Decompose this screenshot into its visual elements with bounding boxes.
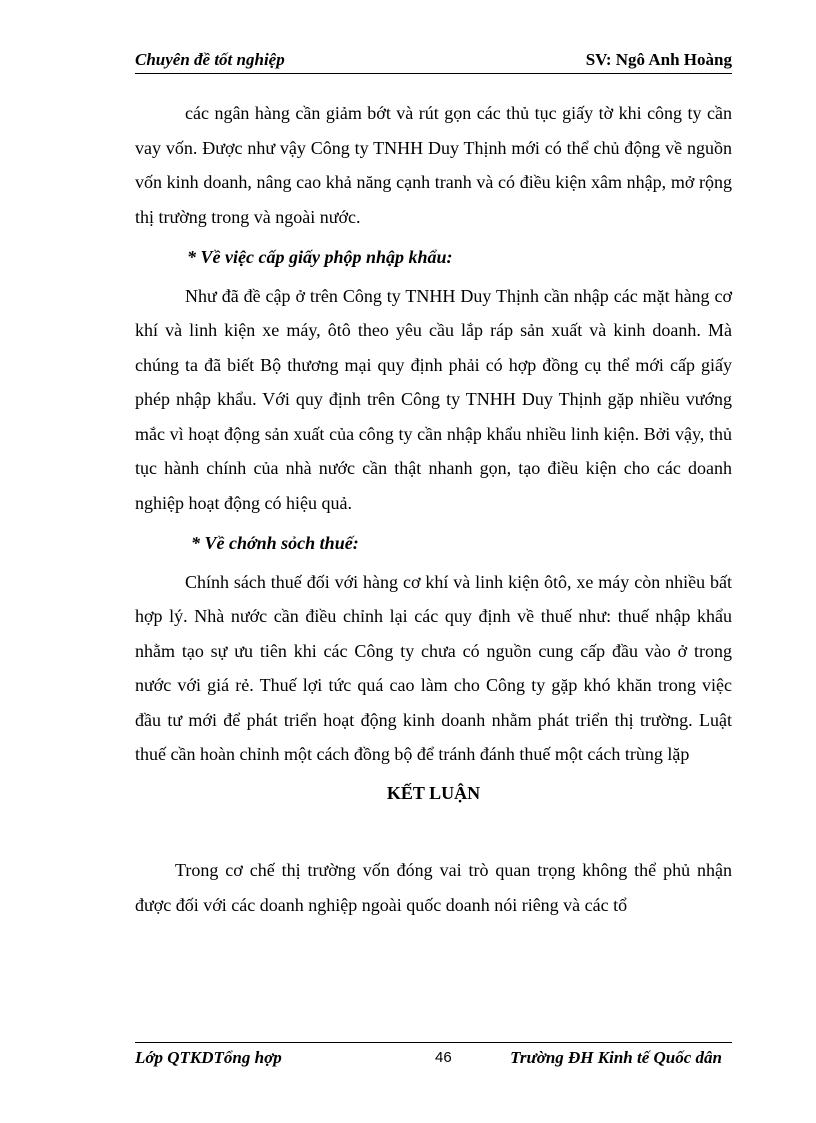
page-footer (135, 1042, 732, 1073)
paragraph: các ngân hàng cần giảm bớt và rút gọn các thủ tục giấy tờ khi công ty cần vay vốn. Được như vậy Công ty TNHH Duy Thịnh mới có thể chủ động về nguồn vốn kinh doanh, nâng cao khả năng cạnh tranh và có điều kiện xâm nhập, mở rộng thị trường trong và ngoài nước. (135, 103, 732, 227)
page-body (135, 96, 732, 922)
subheading-import-license: * Về việc cấp giấy phộp nhập khẩu: (187, 247, 453, 267)
page-header (135, 49, 732, 74)
paragraph: Như đã đề cập ở trên Công ty TNHH Duy Thịnh cần nhập các mặt hàng cơ khí và linh kiện xe máy, ôtô theo yêu cầu lắp ráp sản xuất và kinh doanh. Mà chúng ta đã biết Bộ thương mại quy định phải có hợp đồng cụ thể mới cấp giấy phép nhập khẩu. Với quy định trên Công ty TNHH Duy Thịnh gặp nhiều vướng mắc vì hoạt động sản xuất của công ty cần nhập khẩu nhiều linh kiện. Bởi vậy, thủ tục hành chính của nhà nước cần thật nhanh gọn, tạo điều kiện cho các doanh nghiệp hoạt động có hiệu quả. (135, 285, 732, 513)
paragraph: Chính sách thuế đối với hàng cơ khí và linh kiện ôtô, xe máy còn nhiều bất hợp lý. Nhà nước cần điều chỉnh lại các quy định về thuế như: thuế nhập khẩu nhằm tạo sự ưu tiên khi các Công ty chưa có nguồn cung cấp đầu vào ở trong nước với giá rẻ. Thuế lợi tức quá cao làm cho Công ty gặp khó khăn trong việc đầu tư mới để phát triển hoạt động kinh doanh nhằm phát triển thị trường. Luật thuế cần hoàn chỉnh một cách đồng bộ để tránh đánh thuế một cách trùng lặp (135, 571, 732, 764)
footer-university: Trường ĐH Kinh tế Quốc dân (510, 1048, 722, 1067)
header-document-type: Chuyên đề tốt nghiệp (135, 50, 285, 69)
subheading-tax-policy: * Về chớnh sỏch thuế: (191, 533, 359, 553)
page-number: 46 (435, 1049, 452, 1066)
paragraph: Trong cơ chế thị trường vốn đóng vai trò quan trọng không thể phủ nhận được đối với các doanh nghiệp ngoài quốc doanh nói riêng và các tổ (135, 860, 732, 915)
header-student-name: SV: Ngô Anh Hoàng (585, 50, 732, 69)
blank-line (135, 810, 732, 853)
section-title-conclusion: KẾT LUẬN (386, 782, 481, 803)
footer-class-name: Lớp QTKDTổng hợp (135, 1048, 282, 1067)
